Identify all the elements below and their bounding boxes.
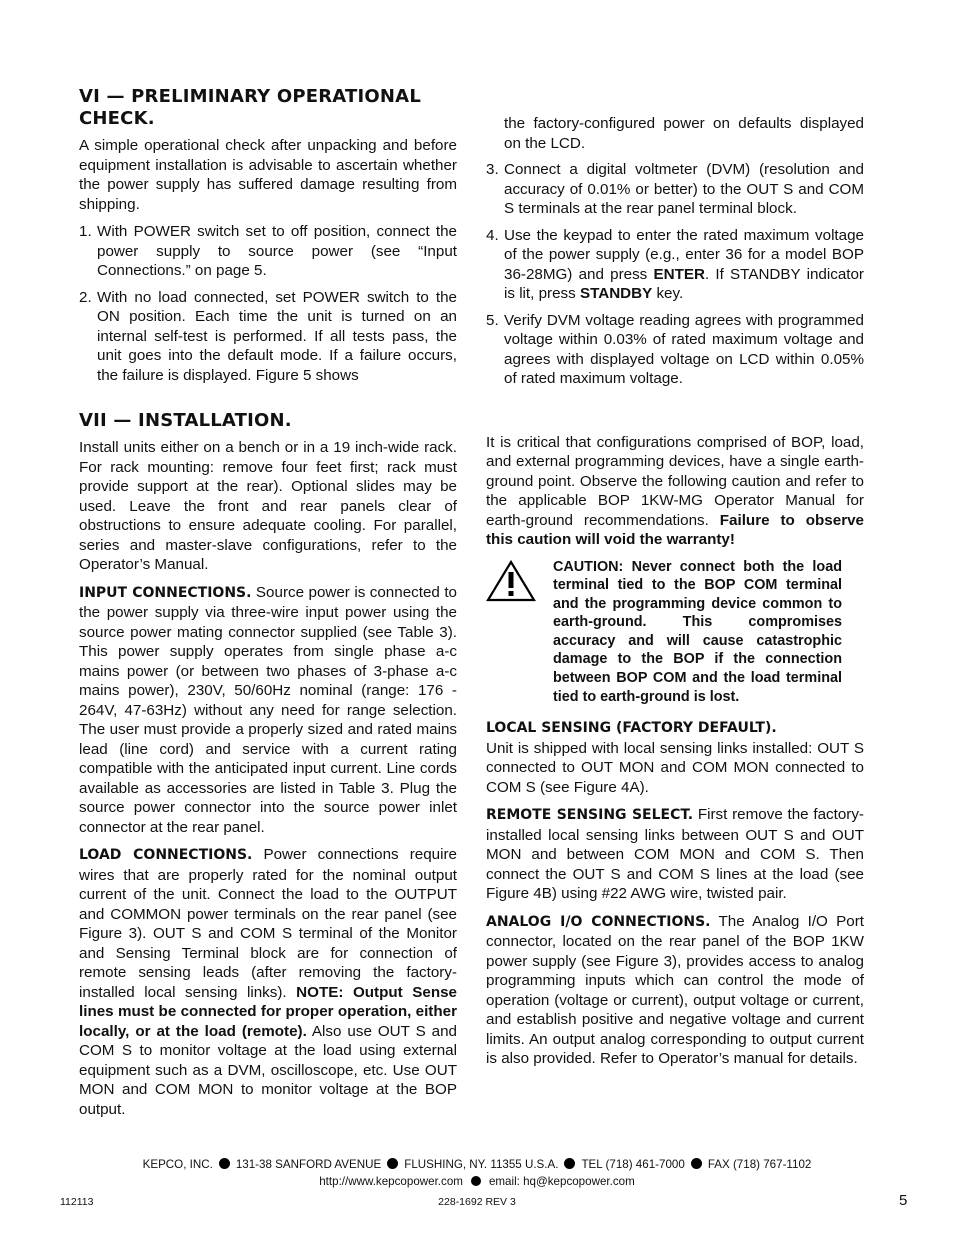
section-6-title: VI — PRELIMINARY OPERATIONAL CHECK. <box>79 86 421 129</box>
footer-address <box>0 1158 954 1171</box>
bullet-icon <box>219 1158 230 1169</box>
footer-street: 131-38 SANFORD AVENUE <box>235 1158 382 1171</box>
step-text: With no load connected, set POWER switch to the ON position. Each time the unit is turned on an internal self-test is performed. If all tests pass, the unit goes into the default mode. If a failure occurs, the failure is displayed. Figure 5 shows <box>97 288 457 384</box>
caution-text: CAUTION: Never connect both the load terminal tied to the BOP COM terminal and the programming device common to earth-ground. This compromises accuracy and will cause catastrophic damage to the BOP if the connection between BOP COM and the load terminal tied to earth-ground is lost. <box>553 558 842 705</box>
remote-sensing-paragraph <box>486 805 864 904</box>
step-2-continued <box>486 114 864 153</box>
step-text: Use the keypad to enter the rated maximum voltage of the power supply (e.g., enter 36 for a model BOP 36-28MG) and press <box>504 226 864 283</box>
footer-company: KEPCO, INC. <box>142 1158 213 1171</box>
step-text: Connect a digital voltmeter (DVM) (resolution and accuracy of 0.01% or better) to the OUT S and COM S terminals at the rear panel terminal block. <box>504 161 864 217</box>
step-3 <box>486 160 864 219</box>
step-1 <box>79 222 457 281</box>
footer-tel: TEL (718) 461-7000 <box>581 1158 685 1171</box>
bullet-icon <box>387 1158 398 1169</box>
analog-io-text: The Analog I/O Port connector, located on the rear panel of the BOP 1KW power supply (see Figure 3), provides access to analog programming inputs which can control the mode of operation (voltage or current), output voltage or current, and establish positive and negative voltage and current limits. An output analog corresponding to output current is also provided. Refer to Operator’s manual for details. <box>486 912 864 1068</box>
footer-web-link[interactable]: http://www.kepcopower.com <box>319 1175 463 1188</box>
warranty-warning: Failure to observe this caution will void the warranty! <box>486 511 865 548</box>
load-connections-note: NOTE: Output Sense lines must be connected for proper operation, either locally, or at the load (remote). <box>79 983 457 1040</box>
step-number: 2. <box>79 288 92 306</box>
step-text: Verify DVM voltage reading agrees with programmed voltage within 0.03% of rated maximum voltage and agrees with displayed voltage on LCD within 0.05% of rated maximum voltage. <box>504 311 864 387</box>
analog-io-heading: ANALOG I/O CONNECTIONS. <box>486 913 711 930</box>
load-connections-text-2: Also use OUT S and COM S to monitor voltage at the load using external equipment such as a DVM, oscilloscope, etc. Use OUT MON and COM MON to monitor voltage at the BOP output. <box>79 1022 457 1118</box>
section-6-intro: A simple operational check after unpacking and before equipment installation is advisable to ascertain whether the power supply has suffered damage resulting from shipping. <box>79 137 457 213</box>
left-column <box>79 86 457 1127</box>
right-column <box>486 114 864 1077</box>
caution-block <box>486 558 864 707</box>
step-5 <box>486 311 864 389</box>
step-text-mid: . If STANDBY indicator is lit, press <box>504 265 864 302</box>
step-text: With POWER switch set to off position, connect the power supply to source power (see “Input Connections.” on page 5. <box>97 223 457 279</box>
step-number: 5. <box>486 311 499 329</box>
step-number: 1. <box>79 223 92 240</box>
step-number: 3. <box>486 161 499 178</box>
local-sensing-text: Unit is shipped with local sensing links installed: OUT S connected to OUT MON and COM MON connected to COM S (see Figure 4A). <box>486 739 864 796</box>
load-connections-paragraph <box>79 845 457 1119</box>
local-sensing-paragraph <box>486 718 864 797</box>
load-connections-text: Power connections require wires that are properly rated for the nominal output current of the unit. Connect the load to the OUTPUT and COMMON power terminals on the rear panel (see Figure 3). OUT S and COM S terminal of the Monitor and Sensing Terminal block are for connection of remote sensing leads (after removing the factory-installed local sensing links). <box>79 846 457 1001</box>
load-connections-heading: LOAD CONNECTIONS. <box>79 847 253 863</box>
warning-triangle-icon <box>486 560 536 602</box>
input-connections-paragraph <box>79 583 457 838</box>
bullet-icon <box>564 1158 575 1169</box>
remote-sensing-text: First remove the factory-installed local sensing links between OUT S and OUT MON and between COM MON and COM S. Then connect the OUT S and COM S lines at the load (see Figure 4B) using #22 AWG wire, twisted pair. <box>486 806 864 903</box>
step-text-end: key. <box>652 285 684 302</box>
document-number: 228-1692 REV 3 <box>438 1196 516 1208</box>
step-2 <box>79 288 457 386</box>
remote-sensing-heading: REMOTE SENSING SELECT. <box>486 807 694 824</box>
bullet-icon <box>691 1158 702 1169</box>
input-connections-heading: INPUT CONNECTIONS. <box>79 584 252 601</box>
date-code: 112113 <box>60 1196 94 1208</box>
footer-city: FLUSHING, NY. 11355 U.S.A. <box>404 1158 559 1171</box>
step-text: the factory-configured power on defaults displayed on the LCD. <box>504 115 864 152</box>
earth-ground-paragraph <box>486 433 864 550</box>
enter-key-label: ENTER <box>653 265 705 283</box>
local-sensing-heading: LOCAL SENSING (FACTORY DEFAULT). <box>486 720 777 737</box>
step-4 <box>486 226 864 304</box>
section-6-steps-right <box>486 114 864 389</box>
bullet-icon <box>471 1176 481 1186</box>
standby-key-label: STANDBY <box>579 285 653 302</box>
step-number: 4. <box>486 226 499 244</box>
analog-io-paragraph <box>486 912 864 1069</box>
section-6-steps-left <box>79 222 457 385</box>
input-connections-text: Source power is connected to the power supply via three-wire input power using the source power mating connector supplied (see Table 3). This power supply operates from single phase a-c mains power (or between two phases of 3-phase a-c mains power), 230V, 50/60Hz nominal (range: 176 - 264V, 47-63Hz) without any need for range selection. The user must provide a properly sized and rated mains lead (line cord) and service with a current rating compatible with the anticipated input current. Line cords available as accessories are listed in Table 3. Plug the source power connector into the source power inlet connector at the rear panel. <box>79 583 457 836</box>
installation-intro: Install units either on a bench or in a 19 inch-wide rack. For rack mounting: remove four feet first; rack must provide support at the rear). Optional slides may be used. Leave the front and rear panels clear of obstructions to ensure adequate cooling. For parallel, series and master-slave configurations, refer to the Operator’s Manual. <box>79 439 457 573</box>
footer-contact <box>0 1175 954 1188</box>
page-number: 5 <box>899 1192 908 1209</box>
footer-fax: FAX (718) 767-1102 <box>707 1158 812 1171</box>
section-7-title: VII — INSTALLATION. <box>79 410 292 431</box>
footer-email-link[interactable]: email: hq@kepcopower.com <box>488 1175 635 1188</box>
earth-ground-text: It is critical that configurations comprised of BOP, load, and external programming devices, have a single earth-ground point. Observe the following caution and refer to the applicable BOP 1KW-MG Operator Manual for earth-ground recommendations. <box>486 433 864 529</box>
